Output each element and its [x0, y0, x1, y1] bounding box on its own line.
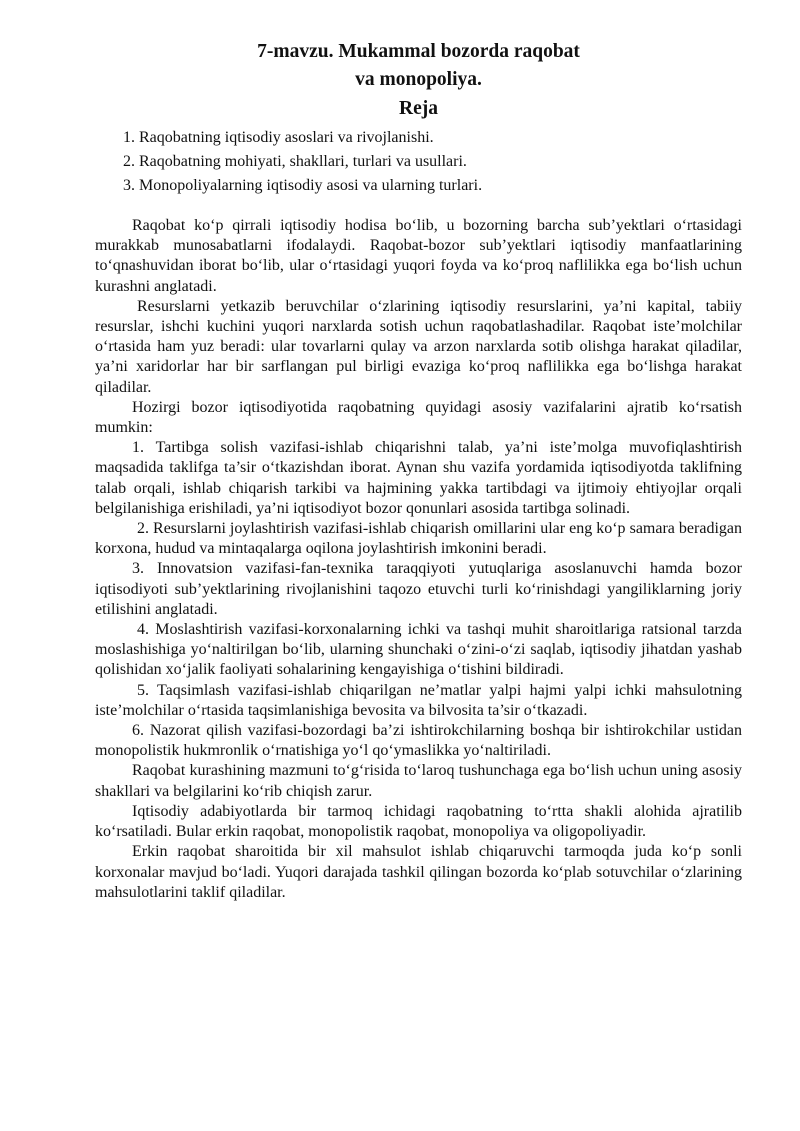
document-body — [95, 216, 742, 903]
paragraph: 5. Taqsimlash vazifasi-ishlab chiqarilgan ne’matlar yalpi hajmi yalpi ichki mahsulotning iste’molchilar oʻrtasida taqsimlanishiga bevosita va bilvosita ta’sir oʻtkazadi. — [95, 681, 742, 719]
paragraph: Resurslarni yetkazib beruvchilar oʻzlarining iqtisodiy resurslarini, ya’ni kapital, tabiiy resurslar, ishchi kuchini yuqori narxlarda sotish uchun raqobatlashadilar. Raqobat iste’molchilar oʻrtasida ham yuz beradi: ular tovarlarni qulay va arzon narxlarda sotib olishga harakat qiladilar, ya’ni xaridorlar har bir sarflangan pul birligi evaziga koʻproq naflilikka ega boʻlishga harakat qiladilar. — [95, 297, 742, 396]
paragraph: 1. Tartibga solish vazifasi-ishlab chiqarishni talab, ya’ni iste’molga muvofiqlashtirish maqsadida taklifga ta’sir oʻtkazishdan iborat. Aynan shu vazifa yordamida iqtisodiyotda taklifning talab orqali, ishlab chiqarish tarkibi va hajmining yakka tartibdagi va ijtimoiy ehtiyojlar orqali belgilanishiga erishiladi, ya’ni iqtisodiyot bozor qonunlari asosida tartibga solinadi. — [95, 439, 742, 517]
document-title — [95, 38, 742, 94]
paragraph: Hozirgi bozor iqtisodiyotida raqobatning quyidagi asosiy vazifalarini ajratib koʻrsatish mumkin: — [95, 398, 742, 437]
paragraph: Raqobat koʻp qirrali iqtisodiy hodisa boʻlib, u bozorning barcha sub’yektlari oʻrtasidagi murakkab munosabatlarni ifodalaydi. Raqobat-bozor sub’yektlari iqtisodiy manfaatlarining toʻqnashuvidan iborat boʻlib, ular oʻrtasidagi yuqori foyda va koʻproq naflilikka ega boʻlish uchun kurashni anglatadi. — [95, 217, 742, 295]
paragraph: 4. Moslashtirish vazifasi-korxonalarning ichki va tashqi muhit sharoitlariga ratsional tarzda moslashishiga yoʻnaltirilgan boʻlib, ularning shunchaki oʻzini-oʻzi saqlab, iqtisodiy jihatdan yashab qolishidan xoʻjalik faoliyati sohalarining kengayishiga oʻtishini bildiradi. — [95, 621, 742, 679]
paragraph: Erkin raqobat sharoitida bir xil mahsulot ishlab chiqaruvchi tarmoqda juda koʻp sonli korxonalar mavjud boʻladi. Yuqori darajada tashkil qilingan bozorda koʻplab sotuvchilar oʻzlarining mahsulotlarini taklif qiladilar. — [95, 843, 742, 901]
title-line-2: va monopoliya. — [355, 69, 482, 90]
paragraph: Iqtisodiy adabiyotlarda bir tarmoq ichidagi raqobatning toʻrtta shakli alohida ajratilib koʻrsatiladi. Bular erkin raqobat, monopolistik raqobat, monopoliya va oligopoliyadir. — [95, 802, 742, 841]
plan-list — [123, 126, 742, 198]
paragraph: 2. Resurslarni joylashtirish vazifasi-ishlab chiqarish omillarini ular eng koʻp samara beradigan korxona, hudud va mintaqalarga oqilona joylashtirish imkonini beradi. — [95, 520, 742, 558]
plan-heading: Reja — [399, 98, 438, 119]
title-line-1: 7-mavzu. Mukammal bozorda raqobat — [257, 41, 580, 62]
plan-item: 3. Monopoliyalarning iqtisodiy asosi va ularning turlari. — [123, 177, 483, 194]
paragraph: Raqobat kurashining mazmuni toʻgʻrisida toʻlaroq tushunchaga ega boʻlish uchun uning asosiy shakllari va belgilarini koʻrib chiqish zarur. — [95, 762, 742, 800]
plan-item: 2. Raqobatning mohiyati, shakllari, turlari va usullari. — [123, 153, 467, 170]
paragraph: 3. Innovatsion vazifasi-fan-texnika taraqqiyoti yutuqlariga asoslanuvchi hamda bozor iqtisodiyoti sub’yektlarining rivojlanishini taqozo etuvchi turli koʻrinishdagi yangiliklarning joriy etilishini anglatadi. — [95, 560, 742, 618]
plan-item: 1. Raqobatning iqtisodiy asoslari va rivojlanishi. — [123, 129, 434, 146]
paragraph: 6. Nazorat qilish vazifasi-bozordagi ba’zi ishtirokchilarning boshqa bir ishtirokchilar ustidan monopolistik hukmronlik oʻrnatishiga yoʻl qoʻymaslikka yoʻnaltiriladi. — [95, 722, 742, 760]
